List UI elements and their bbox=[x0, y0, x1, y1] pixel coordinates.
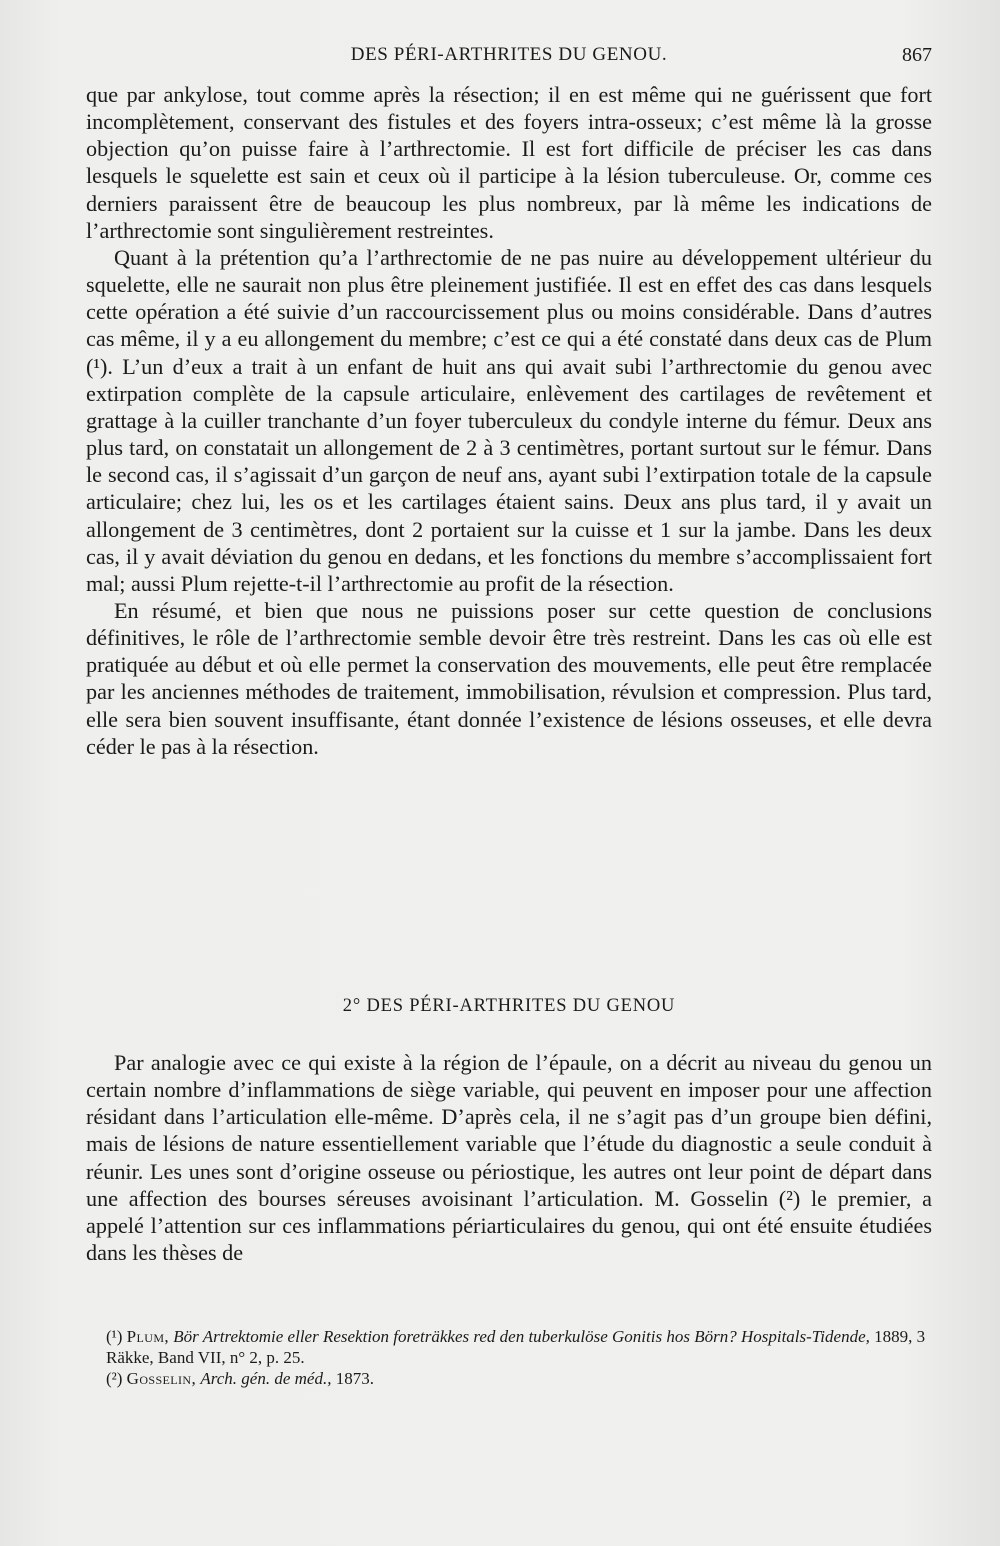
paragraph-plum-cases: Quant à la prétention qu’a l’arthrectomie de ne pas nuire au développement ultérieur du squelette, elle ne saurait non plus être pleinement justifiée. Il est en effet des cas dans lesquels cette opération a été suivie d’un raccourcissement plus ou moins considérable. Dans d’autres cas même, il y a eu allongement du membre; c’est ce qui a été constaté dans deux cas de Plum (¹). L’un d’eux a trait à un enfant de huit ans qui avait subi l’arthrectomie du genou avec extirpation complète de la capsule articulaire, enlèvement des cartilages de revêtement et grattage à la cuiller tranchante d’un foyer tuberculeux du condyle interne du fémur. Deux ans plus tard, on constatait un allongement de 2 à 3 centimètres, portant surtout sur le fémur. Dans le second cas, il s’agissait d’un garçon de neuf ans, ayant subi l’extirpation totale de la capsule articulaire; chez lui, les os et les cartilages étaient sains. Deux ans plus tard, il y avait un allongement de 3 centimètres, dont 2 portaient sur la cuisse et 1 sur la jambe. Dans les deux cas, il y avait déviation du genou en dedans, et les fonctions du membre s’accomplissaient fort mal; aussi Plum rejette-t-il l’arthrectomie au profit de la résection. bbox=[86, 244, 932, 596]
footnote-1 bbox=[86, 1326, 932, 1368]
main-text bbox=[86, 81, 932, 760]
footnote-2 bbox=[86, 1368, 932, 1389]
footnotes bbox=[86, 1326, 932, 1389]
running-head bbox=[86, 44, 932, 74]
paragraph-continuation: que par ankylose, tout comme après la résection; il en est même qui ne guérissent que fort incomplètement, conservant des fistules et des foyers intra-osseux; c’est même là la grosse objection qu’on puisse faire à l’arthrectomie. Il est fort difficile de préciser les cas dans lesquels le squelette est sain et ceux où il participe à la lésion tuberculeuse. Or, comme ces derniers paraissent être de beaucoup les plus nombreux, par là même les indications de l’arthrectomie sont singulièrement restreintes. bbox=[86, 82, 932, 243]
footnote-author: Gosselin, bbox=[126, 1369, 197, 1388]
paragraph-summary: En résumé, et bien que nous ne puissions poser sur cette question de conclusions définitives, le rôle de l’arthrectomie semble devoir être très restreint. Dans les cas où elle est pratiquée au début et où elle permet la conservation des mouvements, elle peut être remplacée par les anciennes méthodes de traitement, immobilisation, révulsion et compression. Plus tard, elle sera bien souvent insuffisante, étant donnée l’existence de lésions osseuses, et elle devra céder le pas à la résection. bbox=[86, 597, 932, 759]
footnote-marker: (¹) bbox=[106, 1327, 123, 1346]
footnote-reference: 1889, 3 Räkke, Band VII, n° 2, p. 25. bbox=[106, 1327, 926, 1367]
footnote-author: Plum, bbox=[126, 1327, 170, 1346]
footnote-title: Bör Artrektomie eller Resektion foreträkkes red den tuberkulöse Gonitis hos Börn? Hospitals-Tidende, bbox=[173, 1327, 870, 1346]
page-number: 867 bbox=[902, 44, 932, 66]
section-heading: 2° DES PÉRI-ARTHRITES DU GENOU bbox=[342, 996, 676, 1016]
section-text bbox=[86, 1049, 932, 1266]
running-title: DES PÉRI-ARTHRITES DU GENOU. bbox=[350, 44, 668, 65]
footnote-title: Arch. gén. de méd., bbox=[200, 1369, 332, 1388]
footnote-reference: 1873. bbox=[335, 1369, 374, 1388]
paragraph-section-intro: Par analogie avec ce qui existe à la région de l’épaule, on a décrit au niveau du genou un certain nombre d’inflammations de siège variable, qui peuvent en imposer pour une affection résidant dans l’articulation elle-même. D’après cela, il ne s’agit pas d’un groupe bien défini, mais de lésions de nature essentiellement variable que l’étude du diagnostic a seule conduit à réunir. Les unes sont d’origine osseuse ou périostique, les autres ont leur point de départ dans une affection des bourses séreuses avoisinant l’articulation. M. Gosselin (²) le premier, a appelé l’attention sur ces inflammations périarticulaires du genou, qui ont été ensuite étudiées dans les thèses de bbox=[86, 1050, 932, 1266]
footnote-marker: (²) bbox=[106, 1369, 123, 1388]
